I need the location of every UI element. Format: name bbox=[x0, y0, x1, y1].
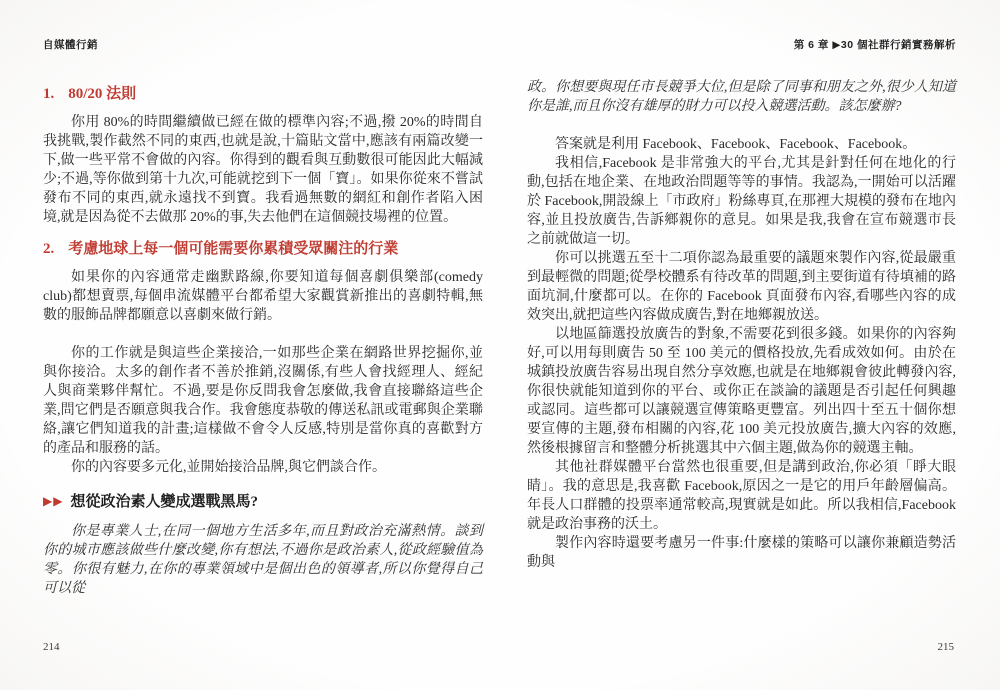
section-number: 1. bbox=[43, 86, 55, 102]
double-arrow-icon: ▶▶ bbox=[43, 494, 64, 508]
right-page bbox=[527, 0, 956, 690]
running-header-right: 第 6 章 ▶30 個社群行銷實務解析 bbox=[793, 39, 956, 51]
page-number-left: 214 bbox=[43, 641, 60, 653]
scenario-paragraph-continued: 政。你想要與現任市長競爭大位,但是除了同事和朋友之外,很少人知道你是誰,而且你沒有雄厚的財力可以投入競選活動。該怎麼辦? bbox=[527, 80, 956, 114]
scenario-paragraph: 你是專業人士,在同一個地方生活多年,而且對政治充滿熱情。談到你的城市應該做些什麼改變,你有想法,不過你是政治素人,從政經驗值為零。你很有魅力,在你的專業領域中是個出色的領導者,所以你覺得自己可以從 bbox=[43, 524, 483, 596]
page-number-right: 215 bbox=[937, 641, 954, 653]
paragraph: 你的內容要多元化,並開始接洽品牌,與它們談合作。 bbox=[71, 460, 386, 475]
right-page-content bbox=[527, 78, 956, 572]
section-title: 80/20 法則 bbox=[68, 86, 137, 102]
paragraph: 你可以挑選五至十二項你認為最重要的議題來製作內容,從最嚴重到最輕微的問題;從學校體系有待改革的問題,到主要街道有待填補的路面坑洞,什麼都可以。在你的 Facebook 頁面發布內容,看哪些內容的成效突出,就把這些內容做成廣告,對在地鄉親放送。 bbox=[527, 251, 956, 323]
paragraph: 其他社群媒體平台當然也很重要,但是講到政治,你必須「睜大眼睛」。我的意思是,我喜歡 Facebook,原因之一是它的用戶年齡層偏高。年長人口群體的投票率通常較高,現實就是如此。所以我相信,Facebook 就是政治事務的沃土。 bbox=[527, 460, 956, 532]
paragraph: 你的工作就是與這些企業接洽,一如那些企業在網路世界挖掘你,並與你接洽。太多的創作者不善於推銷,沒關係,有些人會找經理人、經紀人與商業夥伴幫忙。不過,要是你反問我會怎麼做,我會直接聯絡這些企業,問它們是否願意與我合作。我會態度恭敬的傳送私訊或電郵與企業聯絡,讓它們知道我的計畫;這樣做不會令人反感,特別是當你真的喜歡對方的產品和服務的話。 bbox=[43, 346, 483, 456]
running-header-left: 自媒體行銷 bbox=[43, 39, 98, 51]
paragraph: 我相信,Facebook 是非常強大的平台,尤其是針對任何在地化的行動,包括在地企業、在地政治問題等等的事情。我認為,一開始可以活躍於 Facebook,開設線上「市政府」粉絲專頁,在那裡大規模的發布在地內容,並且投放廣告,告訴鄉親你的意見。如果是我,我會在宣布競選市長之前就做這一切。 bbox=[527, 156, 956, 247]
left-page bbox=[43, 0, 483, 690]
section-heading-2 bbox=[43, 239, 483, 259]
section-title: 考慮地球上每一個可能需要你累積受眾關注的行業 bbox=[68, 241, 399, 257]
section-number: 2. bbox=[43, 241, 55, 257]
section-heading-1 bbox=[43, 84, 483, 104]
paragraph: 如果你的內容通常走幽默路線,你要知道每個喜劇俱樂部(comedy club)都想賣票,每個串流媒體平台都希望大家觀賞新推出的喜劇特輯,無數的服飾品牌都願意以喜劇來做行銷。 bbox=[43, 270, 483, 323]
paragraph: 以地區篩選投放廣告的對象,不需要花到很多錢。如果你的內容夠好,可以用每則廣告 50 至 100 美元的價格投放,先看成效如何。由於在城鎮投放廣告容易出現自然分享效應,也就是在地鄉親會彼此轉發內容,你很快就能知道到你的平台、或你正在談論的議題是否引起任何興趣或認同。這些都可以讓競選宣傳策略更豐富。列出四十至五十個你想要宣傳的主題,發布相關的內容,花 100 美元投放廣告,擴大內容的效應,然後根據留言和整體分析挑選其中六個主題,做為你的競選主軸。 bbox=[527, 327, 956, 456]
sub-heading-title: 想從政治素人變成選戰黑馬? bbox=[70, 494, 258, 510]
paragraph: 製作內容時還要考慮另一件事:什麼樣的策略可以讓你兼顧造勢活動與 bbox=[527, 536, 956, 570]
left-page-content bbox=[43, 84, 483, 598]
paragraph: 答案就是利用 Facebook、Facebook、Facebook、Facebook。 bbox=[555, 137, 917, 152]
sub-heading bbox=[43, 492, 483, 512]
paragraph: 你用 80%的時間繼續做已經在做的標準內容;不過,撥 20%的時間自我挑戰,製作截然不同的東西,也就是說,十篇貼文當中,應該有兩篇改變一下,做一些平常不會做的內容。你得到的觀看與互動數很可能因此大幅減少;不過,等你做到第十九次,可能就挖到下一個「寶」。如果你從來不嘗試發布不同的東西,就永遠找不到寶。我看過無數的網紅和創作者陷入困境,就是因為從不去做那 20%的事,失去他們在這個競技場裡的位置。 bbox=[43, 115, 483, 225]
